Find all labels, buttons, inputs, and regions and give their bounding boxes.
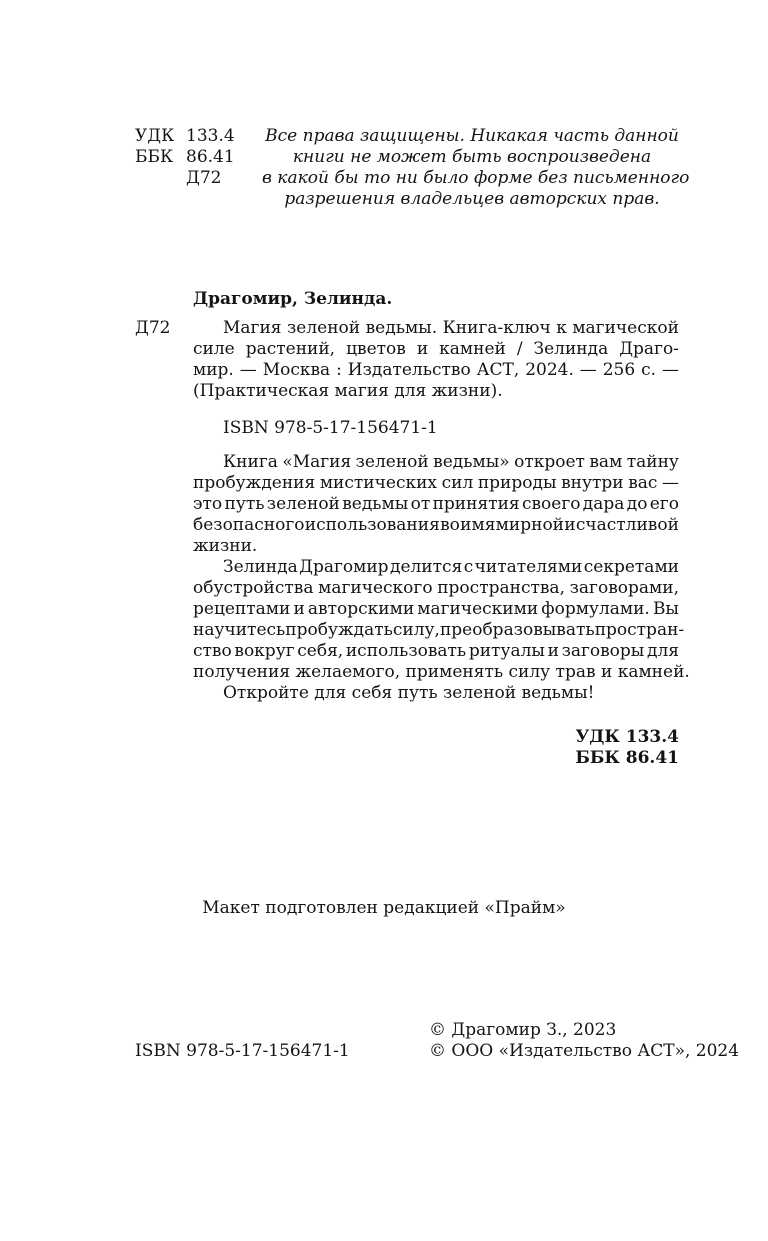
word: формулами. [541, 599, 650, 619]
word: обустройства [193, 578, 314, 598]
bibliographic-record [193, 318, 679, 402]
bbk-bold: ББК 86.41 [575, 748, 679, 768]
word: ведьмы [342, 494, 409, 514]
word: Москва [262, 360, 331, 380]
word: природы [477, 473, 557, 493]
isbn-bottom: ISBN 978-5-17-156471-1 [135, 1041, 350, 1061]
word: Издательство [347, 360, 471, 380]
word: «Магия [282, 452, 352, 472]
word: Зелинда [533, 339, 609, 359]
word: магическими [417, 599, 539, 619]
word: ство [193, 641, 232, 661]
annotation-line: получения желаемого, применять силу трав и камней. [193, 662, 690, 682]
annotation-line: Откройте для себя путь зеленой ведьмы! [223, 683, 595, 703]
word: делится [389, 557, 463, 577]
annotation-line [193, 452, 679, 473]
word: от [410, 494, 431, 514]
word: вам [589, 452, 623, 472]
word: Драго- [619, 339, 679, 359]
annotation [193, 452, 690, 704]
rights-line: книги не может быть воспроизведена [292, 147, 652, 167]
word: растений, [245, 339, 336, 359]
rights-line: Все права защищены. Никакая часть данной [265, 126, 679, 146]
word: преобразовывать [439, 620, 595, 640]
word: АСТ, [476, 360, 520, 380]
word: для [646, 641, 679, 661]
word: Зелинда [223, 557, 298, 577]
word: к [556, 318, 567, 338]
annotation-line [193, 641, 679, 662]
word: Магия [223, 318, 282, 338]
prepared-by: Макет подготовлен редакцией «Прайм» [202, 898, 566, 918]
word: пробуждать [285, 620, 393, 640]
rights-notice [262, 126, 690, 210]
word: магической [572, 318, 679, 338]
word: силу, [392, 620, 440, 640]
udk-value: 133.4 [186, 126, 235, 146]
word: Вы [652, 599, 679, 619]
word: сил [441, 473, 474, 493]
word: во [440, 515, 460, 535]
word: / [516, 339, 523, 359]
word: использовать [345, 641, 467, 661]
word: читателями [474, 557, 583, 577]
bbk-label: ББК [135, 147, 174, 167]
word: принятия [432, 494, 520, 514]
word: зеленой [266, 494, 340, 514]
bbk-value: 86.41 [186, 147, 235, 167]
word: вокруг [234, 641, 295, 661]
classification-values [186, 126, 235, 189]
biblio-line [193, 339, 679, 360]
word: безопасного [193, 515, 305, 535]
word: Книга-ключ [442, 318, 551, 338]
word: — [579, 360, 597, 380]
annotation-line [193, 557, 679, 578]
word: до [626, 494, 648, 514]
word: и [293, 599, 305, 619]
author-heading: Драгомир, Зелинда. [193, 289, 393, 309]
word: магического [318, 578, 433, 598]
word: путь [224, 494, 265, 514]
rights-line: в какой бы то ни было форме без письменного [262, 168, 690, 188]
word: — [239, 360, 257, 380]
udk-label: УДК [135, 126, 175, 146]
annotation-line [193, 515, 679, 536]
word: зеленой [355, 452, 429, 472]
word: себя, [297, 641, 344, 661]
copyright-publisher: © ООО «Издательство АСТ», 2024 [429, 1041, 740, 1061]
word: заговорами, [569, 578, 679, 598]
word: и [547, 641, 559, 661]
word: внутри [561, 473, 624, 493]
word: дара [582, 494, 625, 514]
word: 256 [602, 360, 636, 380]
copyright-block [429, 1020, 739, 1062]
author-mark: Д72 [135, 318, 171, 338]
annotation-line [193, 494, 679, 515]
rights-line: разрешения владельцев авторских прав. [284, 189, 660, 209]
word: 2024. [525, 360, 574, 380]
word: ведьмы. [365, 318, 438, 338]
word: научитесь [193, 620, 286, 640]
word: Драгомир [299, 557, 389, 577]
word: зеленой [287, 318, 361, 338]
annotation-line [193, 620, 685, 641]
word: это [193, 494, 223, 514]
word: — [661, 360, 679, 380]
word: авторскими [307, 599, 415, 619]
word: и [564, 515, 576, 535]
word: с. [641, 360, 657, 380]
word: мирной [495, 515, 565, 535]
word: вас [628, 473, 658, 493]
annotation-line [193, 599, 679, 620]
word: ритуалы [468, 641, 545, 661]
word: заговоры [561, 641, 645, 661]
annotation-line: жизни. [193, 536, 258, 556]
word: простран- [594, 620, 685, 640]
biblio-line [193, 318, 679, 339]
word: — [662, 473, 679, 493]
word: имя [460, 515, 496, 535]
annotation-line [193, 473, 679, 494]
word: Книга [223, 452, 278, 472]
word: использования [304, 515, 440, 535]
word: пространства, [437, 578, 565, 598]
word: : [336, 360, 342, 380]
biblio-line [193, 360, 679, 381]
annotation-line [193, 578, 679, 599]
isbn-line: ISBN 978-5-17-156471-1 [223, 418, 438, 438]
word: и [416, 339, 429, 359]
author-mark-value: Д72 [186, 168, 222, 188]
word: мир. [193, 360, 234, 380]
copyright-author: © Драгомир З., 2023 [429, 1020, 617, 1040]
word: пробуждения [193, 473, 316, 493]
word: откроет [514, 452, 585, 472]
word: камней [439, 339, 506, 359]
classification-labels [135, 126, 174, 168]
word: тайну [626, 452, 679, 472]
word: с [463, 557, 474, 577]
udk-bbk-block [575, 727, 679, 769]
word: счастливой [575, 515, 679, 535]
word: цветов [346, 339, 406, 359]
word: ведьмы» [433, 452, 510, 472]
word: своего [521, 494, 581, 514]
word: рецептами [193, 599, 291, 619]
word: силе [193, 339, 235, 359]
word: мистических [319, 473, 438, 493]
word: его [649, 494, 679, 514]
udk-bold: УДК 133.4 [575, 727, 679, 747]
word: секретами [583, 557, 679, 577]
biblio-line-series: (Практическая магия для жизни). [193, 381, 503, 401]
